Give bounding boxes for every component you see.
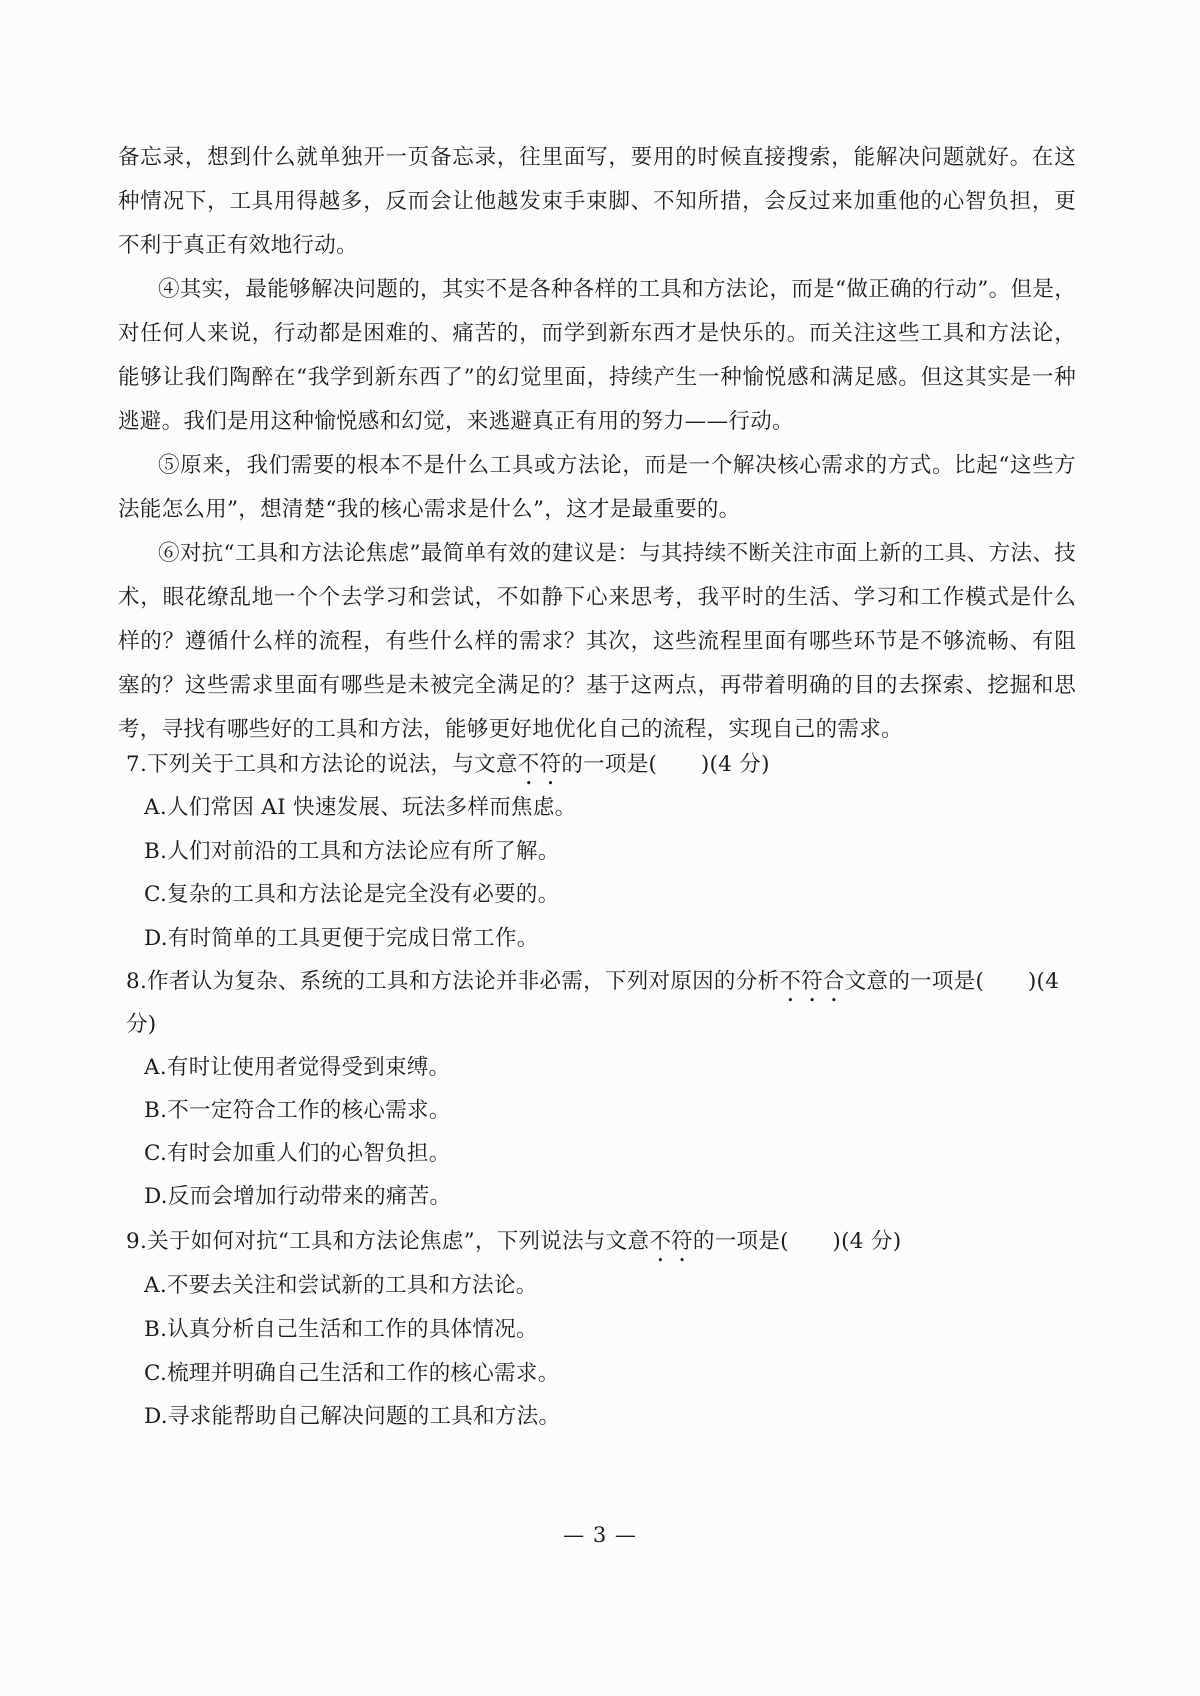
question-8-option-a[interactable]: A.有时让使用者觉得受到束缚。	[144, 1055, 451, 1080]
question-8-option-d[interactable]: D.反而会增加行动带来的痛苦。	[144, 1184, 452, 1209]
question-7-stem	[126, 750, 770, 790]
passage-paragraph-6: ⑥对抗“工具和方法论焦虑”最简单有效的建议是：与其持续不断关注市面上新的工具、方法、技术，眼花缭乱地一个个去学习和尝试，不如静下心来思考，我平时的生活、学习和工作模式是什么样的？遵循什么样的流程，有些什么样的需求？其次，这些流程里面有哪些环节是不够流畅、有阻塞的？这些需求里面有哪些是未被完全满足的？基于这两点，再带着明确的目的去探索、挖掘和思考，寻找有哪些好的工具和方法，能够更好地优化自己的流程，实现自己的需求。	[118, 541, 1076, 742]
passage-paragraph-4: ④其实，最能够解决问题的，其实不是各种各样的工具和方法论，而是“做正确的行动”。但是，对任何人来说，行动都是困难的、痛苦的，而学到新东西才是快乐的。而关注这些工具和方法论，能够让我们陶醉在“我学到新东西了”的幻觉里面，持续产生一种愉悦感和满足感。但这其实是一种逃避。我们是用这种愉悦感和幻觉，来逃避真正有用的努力——行动。	[118, 277, 1076, 434]
question-7-option-b[interactable]: B.人们对前沿的工具和方法论应有所了解。	[144, 839, 560, 864]
question-7-stem-start: 7.下列关于工具和方法论的说法，与文意	[126, 752, 518, 777]
question-8-stem	[126, 967, 1059, 1007]
question-7-stem-end: 的一项是( )(4 分)	[561, 752, 770, 777]
question-9-emphasis: 不符	[649, 1229, 693, 1254]
question-8-stem-wrap: 分)	[126, 1012, 157, 1037]
question-7-option-d[interactable]: D.有时简单的工具更便于完成日常工作。	[144, 926, 539, 951]
passage-paragraph-continued: 备忘录，想到什么就单独开一页备忘录，往里面写，要用的时候直接搜索，能解决问题就好。在这种情况下，工具用得越多，反而会让他越发束手束脚、不知所措，会反过来加重他的心智负担，更不利于真正有效地行动。	[118, 145, 1076, 258]
question-7-option-a[interactable]: A.人们常因 AI 快速发展、玩法多样而焦虑。	[144, 795, 577, 820]
question-8-stem-start: 8.作者认为复杂、系统的工具和方法论并非必需，下列对原因的分析	[126, 969, 780, 994]
question-9-option-a[interactable]: A.不要去关注和尝试新的工具和方法论。	[144, 1273, 538, 1298]
question-9-option-c[interactable]: C.梳理并明确自己生活和工作的核心需求。	[144, 1361, 560, 1386]
question-9-option-d[interactable]: D.寻求能帮助自己解决问题的工具和方法。	[144, 1404, 561, 1429]
question-7-emphasis: 不符	[517, 752, 562, 777]
question-8-stem-end: 文意的一项是( )(4	[844, 969, 1060, 994]
passage-paragraph-5: ⑤原来，我们需要的根本不是什么工具或方法论，而是一个解决核心需求的方式。比起“这些方法能怎么用”，想清楚“我的核心需求是什么”，这才是最重要的。	[118, 453, 1076, 522]
question-8-emphasis: 不符合	[779, 969, 845, 994]
question-8-option-b[interactable]: B.不一定符合工作的核心需求。	[144, 1098, 451, 1123]
question-9-option-b[interactable]: B.认真分析自己生活和工作的具体情况。	[144, 1317, 538, 1342]
question-7-option-c[interactable]: C.复杂的工具和方法论是完全没有必要的。	[144, 882, 560, 907]
page-number: — 3 —	[563, 1523, 637, 1547]
question-9-stem-end: 的一项是( )(4 分)	[692, 1229, 902, 1254]
question-9-stem-start: 9.关于如何对抗“工具和方法论焦虑”，下列说法与文意	[126, 1229, 650, 1254]
question-8-option-c[interactable]: C.有时会加重人们的心智负担。	[144, 1141, 451, 1166]
question-9-stem	[126, 1227, 901, 1267]
